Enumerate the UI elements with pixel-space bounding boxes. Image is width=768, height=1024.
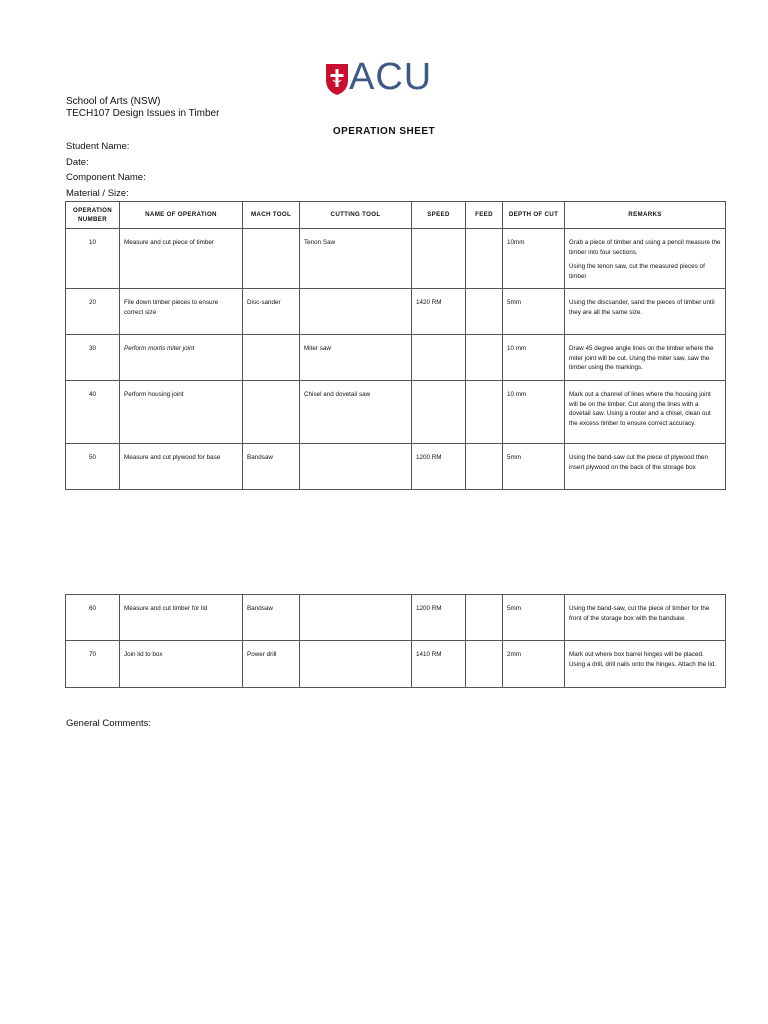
mach-tool: Power drill xyxy=(243,641,300,688)
column-header: NAME OF OPERATION xyxy=(120,202,243,229)
table-row xyxy=(66,229,726,289)
shield-icon xyxy=(325,62,349,96)
general-comments-label: General Comments: xyxy=(66,718,152,729)
mach-tool: Disc-sander xyxy=(243,289,300,335)
remarks xyxy=(565,229,726,289)
school-name: School of Arts (NSW) xyxy=(66,96,161,107)
date-field: Date: xyxy=(66,156,89,168)
speed xyxy=(412,335,466,381)
speed: 1420 RM xyxy=(412,289,466,335)
operation-number: 70 xyxy=(66,641,120,688)
document-header xyxy=(66,96,219,120)
operation-number: 30 xyxy=(66,335,120,381)
operation-number: 60 xyxy=(66,595,120,641)
speed xyxy=(412,381,466,444)
depth-of-cut: 5mm xyxy=(503,595,565,641)
operation-name: File down timber pieces to ensure correct size xyxy=(120,289,243,335)
feed xyxy=(466,595,503,641)
cutting-tool xyxy=(300,289,412,335)
depth-of-cut: 10 mm xyxy=(503,381,565,444)
course-name: TECH107 Design Issues in Timber xyxy=(66,108,220,119)
student-name-field: Student Name: xyxy=(66,141,130,152)
depth-of-cut: 5mm xyxy=(503,444,565,490)
cutting-tool xyxy=(300,641,412,688)
mach-tool xyxy=(243,335,300,381)
depth-of-cut: 2mm xyxy=(503,641,565,688)
operation-name: Measure and cut plywood for base xyxy=(120,444,243,490)
logo-text: ACU xyxy=(349,56,433,98)
feed xyxy=(466,335,503,381)
remarks: Using the discsander, sand the pieces of timber until they are all the same size. xyxy=(565,289,726,335)
cutting-tool: Miter saw xyxy=(300,335,412,381)
column-header: MACH TOOL xyxy=(243,202,300,229)
operation-name: Measure and cut timber for lid xyxy=(120,595,243,641)
remarks: Using the band-saw, cut the piece of timber for the front of the storage box with the bandsaw. xyxy=(565,595,726,641)
depth-of-cut: 10 mm xyxy=(503,335,565,381)
table-row xyxy=(66,641,726,688)
column-header: CUTTING TOOL xyxy=(300,202,412,229)
remarks: Using the band-saw cut the piece of plywood then insert plywood on the back of the storage box xyxy=(565,444,726,490)
mach-tool xyxy=(243,381,300,444)
cutting-tool xyxy=(300,595,412,641)
remarks: Draw 45 degree angle lines on the timber where the miter joint will be cut. Using the miter saw, saw the timber using the markings. xyxy=(565,335,726,381)
table-row xyxy=(66,444,726,490)
feed xyxy=(466,381,503,444)
page-title: OPERATION SHEET xyxy=(332,126,436,137)
operation-name: Perform mortis miter joint xyxy=(120,335,243,381)
feed xyxy=(466,229,503,289)
table-row xyxy=(66,289,726,335)
depth-of-cut: 5mm xyxy=(503,289,565,335)
cutting-tool: Tenon Saw xyxy=(300,229,412,289)
operation-number: 40 xyxy=(66,381,120,444)
column-header: SPEED xyxy=(412,202,466,229)
operation-number: 10 xyxy=(66,229,120,289)
table-row xyxy=(66,381,726,444)
table-row xyxy=(66,595,726,641)
speed xyxy=(412,229,466,289)
column-header: OPERATION NUMBER xyxy=(66,202,120,229)
speed: 1200 RM xyxy=(412,444,466,490)
column-header: FEED xyxy=(466,202,503,229)
column-header: DEPTH OF CUT xyxy=(503,202,565,229)
remarks-text: Using the tenon saw, cut the measured pieces of timber xyxy=(569,263,705,280)
speed: 1410 RM xyxy=(412,641,466,688)
operations-table xyxy=(65,201,726,490)
material-size-field: Material / Size: xyxy=(66,187,129,199)
feed xyxy=(466,444,503,490)
remarks-text: Grab a piece of timber and using a pencil measure the timber into four sections. xyxy=(569,239,721,256)
operations-table-continued xyxy=(65,594,726,688)
component-name-field: Component Name: xyxy=(66,172,146,184)
remarks: Mark out a channel of lines where the housing joint will be on the timber. Cut along the lines with a dovetail saw. Using a router and a chisel, clean out the excess timber to ensure correct accuracy. xyxy=(565,381,726,444)
operation-name: Join lid to box xyxy=(120,641,243,688)
feed xyxy=(466,641,503,688)
mach-tool: Bandsaw xyxy=(243,444,300,490)
cutting-tool xyxy=(300,444,412,490)
column-header: REMARKS xyxy=(565,202,726,229)
cutting-tool: Chisel and dovetail saw xyxy=(300,381,412,444)
feed xyxy=(466,289,503,335)
table-row xyxy=(66,335,726,381)
info-fields xyxy=(66,139,146,201)
speed: 1200 RM xyxy=(412,595,466,641)
operation-name: Measure and cut piece of timber xyxy=(120,229,243,289)
operation-number: 20 xyxy=(66,289,120,335)
mach-tool xyxy=(243,229,300,289)
operation-name: Perform housing joint xyxy=(120,381,243,444)
depth-of-cut: 10mm xyxy=(503,229,565,289)
remarks: Mark out where box barrel hinges will be placed. Using a drill, drill nails onto the hinges. Attach the lid. xyxy=(565,641,726,688)
operation-number: 50 xyxy=(66,444,120,490)
acu-logo xyxy=(325,56,447,98)
mach-tool: Bandsaw xyxy=(243,595,300,641)
table-header-row xyxy=(66,202,726,229)
